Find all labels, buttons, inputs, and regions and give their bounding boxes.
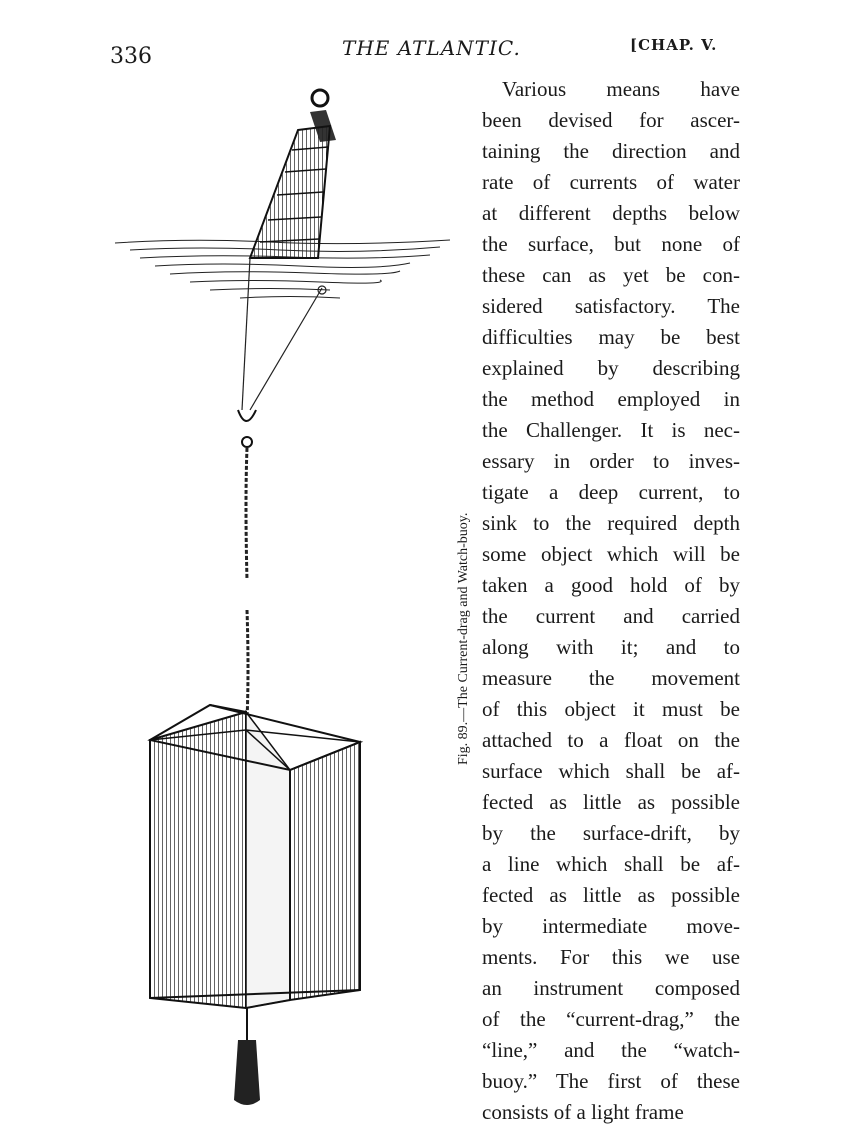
text-line: an instrument composed [482, 976, 740, 1000]
rope-upper [246, 448, 247, 580]
current-drag-illustration [110, 80, 460, 1120]
text-line: the surface, but none of [482, 232, 740, 256]
text-line: of the “current-drag,” the [482, 1007, 740, 1031]
text-line: the current and carried [482, 604, 740, 628]
text-line: been devised for ascer- [482, 108, 740, 132]
text-line: essary in order to inves- [482, 449, 740, 473]
text-line: tigate a deep current, to [482, 480, 740, 504]
text-line: difficulties may be best [482, 325, 740, 349]
page-header [0, 30, 852, 70]
text-line: “line,” and the “watch- [482, 1038, 740, 1062]
text-line: consists of a light frame [482, 1100, 684, 1124]
text-line: fected as little as possible [482, 790, 740, 814]
text-line: the method employed in [482, 387, 740, 411]
text-line: some object which will be [482, 542, 740, 566]
current-drag [150, 705, 360, 1008]
text-line: sink to the required depth [482, 511, 740, 535]
text-line: fected as little as possible [482, 883, 740, 907]
text-line: rate of currents of water [482, 170, 740, 194]
running-title: THE ATLANTIC. [342, 36, 521, 60]
text-line: by the surface-drift, by [482, 821, 740, 845]
page-number: 336 [110, 44, 152, 69]
text-line: at different depths below [482, 201, 740, 225]
buoy-ring [312, 90, 328, 106]
text-line: along with it; and to [482, 635, 740, 659]
text-line: sidered satisfactory. The [482, 294, 740, 318]
text-line: buoy.” The first of these [482, 1069, 740, 1093]
text-line: of this object it must be [482, 697, 740, 721]
text-line: these can as yet be con- [482, 263, 740, 287]
rope-lower [247, 610, 248, 720]
text-line: surface which shall be af- [482, 759, 740, 783]
hook [238, 410, 256, 421]
text-line: attached to a float on the [482, 728, 740, 752]
text-line: taining the direction and [482, 139, 740, 163]
text-line: ments. For this we use [482, 945, 740, 969]
figure-caption: Fig. 89.—The Current-drag and Watch-buoy. [456, 512, 471, 765]
sinker-weight [234, 1008, 260, 1105]
text-line: taken a good hold of by [482, 573, 740, 597]
watch-buoy [250, 110, 336, 258]
body-text [482, 74, 740, 1128]
text-line: measure the movement [482, 666, 740, 690]
chapter-label: [CHAP. V. [630, 36, 718, 54]
text-line: Various means have [502, 77, 740, 101]
text-line: by intermediate move- [482, 914, 740, 938]
text-line: the Challenger. It is nec- [482, 418, 740, 442]
text-line: a line which shall be af- [482, 852, 740, 876]
text-line: explained by describing [482, 356, 740, 380]
